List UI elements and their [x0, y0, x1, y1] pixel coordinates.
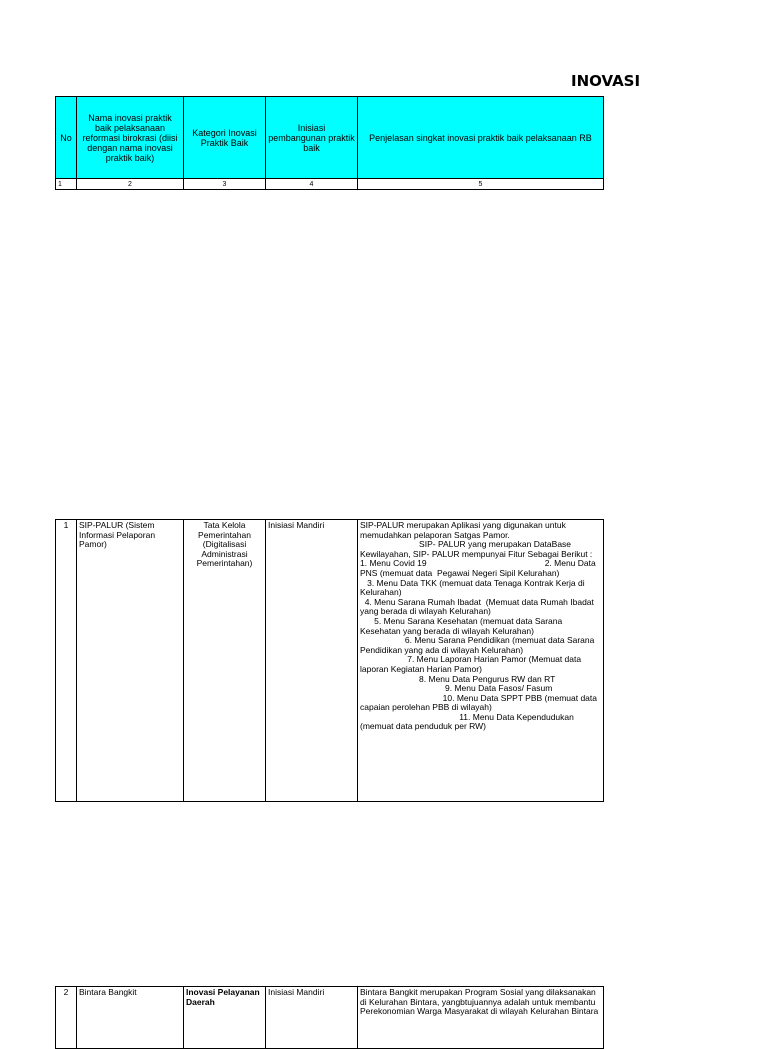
table-row [55, 519, 604, 802]
header-row [56, 97, 604, 179]
column-number: 1 [56, 179, 77, 190]
page-title: INOVASI [571, 72, 641, 90]
row-no: 2 [56, 987, 77, 1049]
row-kategori: Tata Kelola Pemerintahan (Digitalisasi Administrasi Pemerintahan) [184, 520, 266, 802]
header-penjelasan: Penjelasan singkat inovasi praktik baik pelaksanaan RB [358, 97, 604, 179]
column-number: 5 [358, 179, 604, 190]
table-row [55, 986, 604, 1049]
row-no: 1 [56, 520, 77, 802]
row-penjelasan: SIP-PALUR merupakan Aplikasi yang digunakan untuk memudahkan pelaporan Satgas Pamor. SIP- PALUR yang merupakan DataBase Kewilayahan, SIP- PALUR mempunyai Fitur Sebagai Berikut : 1. Menu Covid 19 2. Menu Data PNS (memuat data Pegawai Negeri Sipil Kelurahan) 3. Menu Data TKK (memuat data Tenaga Kontrak Kerja di Kelurahan) 4. Menu Sarana Rumah Ibadat (Memuat data Rumah Ibadat yang berada di wilayah Kelurahan) 5. Menu Sarana Kesehatan (memuat data Sarana Kesehatan yang berada di wilayah Kelurahan) 6. Menu Sarana Pendidikan (memuat data Sarana Pendidikan yang ada di wilayah Kelurahan) 7. Menu Laporan Harian Pamor (Memuat data laporan Kegiatan Harian Pamor) 8. Menu Data Pengurus RW dan RT 9. Menu Data Fasos/ Fasum 10. Menu Data SPPT PBB (memuat data capaian perolehan PBB di wilayah) 11. Menu Data Kependudukan (memuat data penduduk per RW) [358, 520, 604, 802]
header-kategori: Kategori Inovasi Praktik Baik [184, 97, 266, 179]
header-no: No [56, 97, 77, 179]
row-nama-inovasi: SIP-PALUR (Sistem Informasi Pelaporan Pamor) [77, 520, 184, 802]
header-inisiasi: Inisiasi pembangunan praktik baik [266, 97, 358, 179]
row-nama-inovasi: Bintara Bangkit [77, 987, 184, 1049]
row-penjelasan: Bintara Bangkit merupakan Program Sosial yang dilaksanakan di Kelurahan Bintara, yangbtujuannya adalah untuk membantu Perekonomian Warga Masyarakat di wilayah Kelurahan Bintara [358, 987, 604, 1049]
column-number-row [56, 179, 604, 190]
row-kategori: Inovasi Pelayanan Daerah [184, 987, 266, 1049]
column-number: 2 [77, 179, 184, 190]
row-inisiasi: Inisiasi Mandiri [266, 987, 358, 1049]
column-number: 3 [184, 179, 266, 190]
header-nama-inovasi: Nama inovasi praktik baik pelaksanaan reformasi birokrasi (diisi dengan nama inovasi praktik baik) [77, 97, 184, 179]
header-table [55, 96, 604, 190]
column-number: 4 [266, 179, 358, 190]
row-inisiasi: Inisiasi Mandiri [266, 520, 358, 802]
